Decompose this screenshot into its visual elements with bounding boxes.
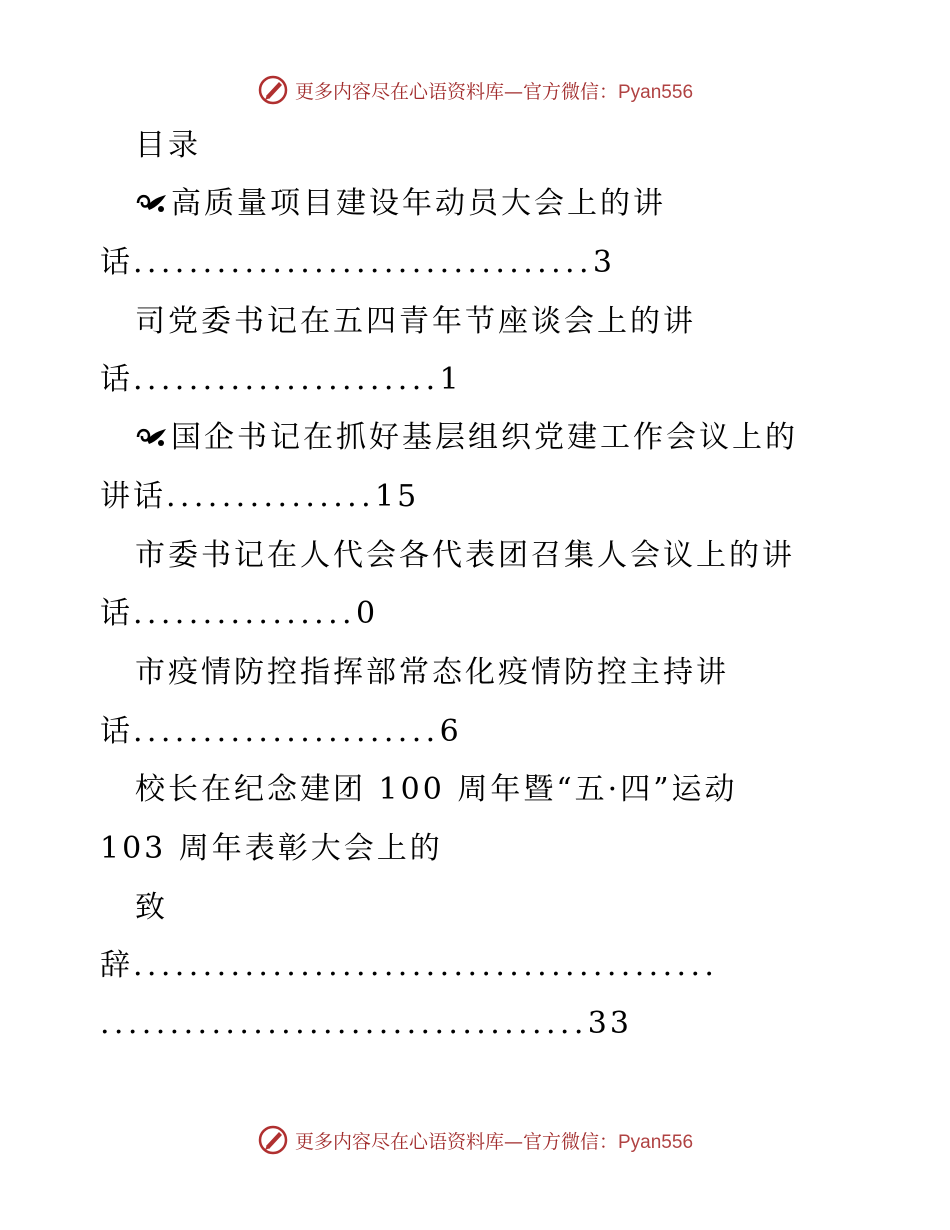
toc-entry-4-leader[interactable]: 话................0 bbox=[100, 596, 379, 631]
pen-logo-icon bbox=[257, 74, 289, 106]
toc-marker-icon bbox=[135, 189, 169, 217]
wechat-id: Pyan556 bbox=[618, 1131, 694, 1153]
toc-entry-6-leader-cont[interactable]: ...................................33 bbox=[100, 1006, 632, 1041]
toc-entry-3-title[interactable]: 国企书记在抓好基层组织党建工作会议上的 bbox=[135, 418, 798, 458]
toc-entry-1-page: 3 bbox=[592, 245, 615, 280]
toc-entry-3-leader[interactable]: 讲话...............15 bbox=[100, 479, 420, 514]
pen-logo-icon bbox=[257, 1124, 289, 1156]
toc-entry-6-title-cont2[interactable]: 致 bbox=[135, 890, 168, 925]
toc-entry-4-title[interactable]: 市委书记在人代会各代表团召集人会议上的讲 bbox=[135, 538, 795, 573]
toc-heading: 目录 bbox=[135, 128, 201, 163]
toc-entry-1-leader[interactable]: 话.................................3 bbox=[100, 245, 615, 280]
wechat-id: Pyan556 bbox=[618, 81, 694, 103]
toc-entry-6-title-cont[interactable]: 103 周年表彰大会上的 bbox=[100, 831, 443, 866]
toc-entry-3-page: 15 bbox=[375, 479, 420, 514]
toc-entry-4-page: 0 bbox=[355, 596, 379, 631]
toc-entry-6-title[interactable]: 校长在纪念建团 100 周年暨“五·四”运动 bbox=[135, 772, 738, 807]
watermark-text: 更多内容尽在心语资料库—官方微信：Pyan556 bbox=[294, 80, 694, 103]
toc-entry-6-page: 33 bbox=[587, 1006, 632, 1041]
watermark-text: 更多内容尽在心语资料库—官方微信：Pyan556 bbox=[294, 1130, 694, 1153]
toc-entry-2-title[interactable]: 司党委书记在五四青年节座谈会上的讲 bbox=[135, 304, 696, 339]
watermark-banner-top bbox=[0, 70, 950, 110]
toc-entry-5-leader[interactable]: 话......................6 bbox=[100, 714, 462, 749]
toc-entry-5-page: 6 bbox=[439, 714, 462, 749]
toc-entry-5-title[interactable]: 市疫情防控指挥部常态化疫情防控主持讲 bbox=[135, 655, 729, 690]
toc-marker-icon bbox=[135, 423, 169, 451]
watermark-banner-bottom bbox=[0, 1120, 950, 1160]
toc-entry-2-leader[interactable]: 话......................1 bbox=[100, 362, 462, 397]
toc-entry-1-title[interactable]: 高质量项目建设年动员大会上的讲 bbox=[135, 184, 666, 224]
toc-entry-2-page: 1 bbox=[439, 362, 462, 397]
toc-entry-6-leader[interactable]: 辞.......................................... bbox=[100, 948, 719, 983]
